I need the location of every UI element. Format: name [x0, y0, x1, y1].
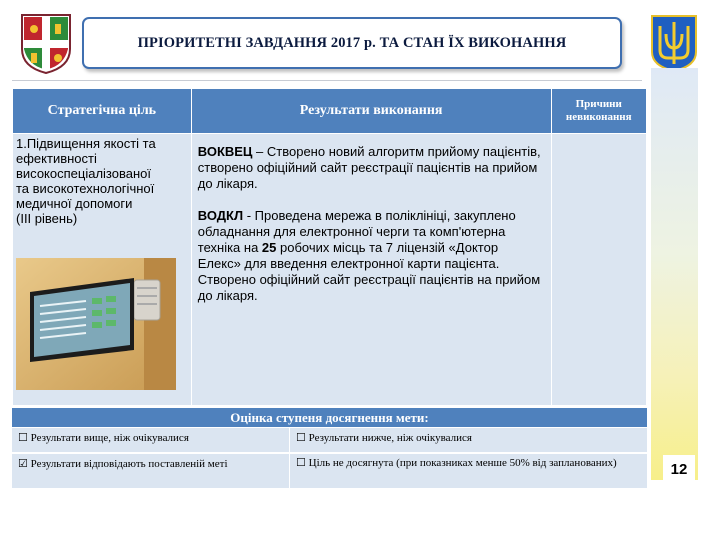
goal-line: високоспеціалізованої	[16, 166, 151, 181]
header-results: Результати виконання	[191, 89, 551, 134]
results-text: - Проведена мережа в поліклініці, закуплено обладнання для електронної черги та комп'ютерна техніка на	[197, 208, 516, 255]
divider	[12, 80, 642, 81]
page-number: 12	[663, 455, 695, 483]
strategic-goal-text	[16, 136, 188, 226]
results-text: робочих місць та 7 ліцензій «Доктор Елекс» для введення електронної карти пацієнта.	[197, 240, 500, 271]
option-below-expected[interactable]	[290, 428, 647, 452]
option-label: Результати вище, ніж очікувалися	[30, 432, 189, 444]
checked-checkbox-icon: ☑	[18, 458, 28, 470]
option-label: Ціль не досягнута (при показниках менше 50% від запланованих)	[308, 457, 617, 469]
results-paragraph-site-2: Створено офіційний сайт реєстрації пацієнтів на прийом до лікаря.	[197, 272, 541, 303]
reasons-cell	[551, 134, 647, 406]
header-reasons-line1: Причини	[575, 98, 622, 110]
header-strategic-goal: Стратегічна ціль	[13, 89, 192, 134]
decorative-side-strip	[651, 68, 698, 480]
title-box	[82, 17, 622, 69]
option-above-expected[interactable]	[12, 428, 289, 452]
institution-vodkl: ВОДКЛ	[197, 208, 244, 223]
option-label: Результати відповідають поставленій меті	[30, 458, 228, 470]
header-reasons-line2: невиконання	[565, 111, 632, 123]
institution-vokvets: ВОКВЕЦ	[197, 144, 253, 159]
results-cell	[191, 134, 551, 406]
header-reasons	[551, 89, 647, 134]
checkbox-icon: ☐	[296, 432, 306, 444]
goal-line: (ІІІ рівень)	[16, 211, 78, 226]
workplaces-count: 25	[261, 240, 277, 255]
option-meets-goal[interactable]	[12, 454, 289, 488]
goal-line: та високотехнологічної	[16, 181, 155, 196]
priority-tasks-table	[12, 88, 647, 406]
goal-line: 1.Підвищення якості та	[16, 136, 156, 151]
results-paragraph-site: створено офіційний сайт реєстрації пацієнтів на прийом до лікаря.	[197, 160, 538, 191]
checkbox-icon: ☐	[296, 457, 306, 469]
option-label: Результати нижче, ніж очікувалися	[308, 432, 472, 444]
regional-coat-of-arms-icon	[20, 13, 72, 75]
results-text: – Створено новий алгоритм прийому пацієнтів,	[252, 144, 541, 159]
goal-line: медичної допомоги	[16, 196, 133, 211]
results-paragraph-vokvets	[198, 144, 545, 160]
ukraine-trident-emblem-icon	[650, 14, 698, 72]
electronic-queue-display-photo	[16, 258, 176, 390]
results-paragraph-vodkl	[198, 208, 545, 272]
goal-line: ефективності	[16, 151, 97, 166]
option-goal-not-achieved[interactable]	[290, 454, 647, 488]
assessment-header: Оцінка ступеня досягнення мети:	[12, 408, 647, 427]
strategic-goal-cell	[13, 134, 192, 406]
page-title: ПРІОРИТЕТНІ ЗАВДАННЯ 2017 р. ТА СТАН ЇХ ВИКОНАННЯ	[137, 34, 567, 51]
checkbox-icon: ☐	[18, 432, 28, 444]
